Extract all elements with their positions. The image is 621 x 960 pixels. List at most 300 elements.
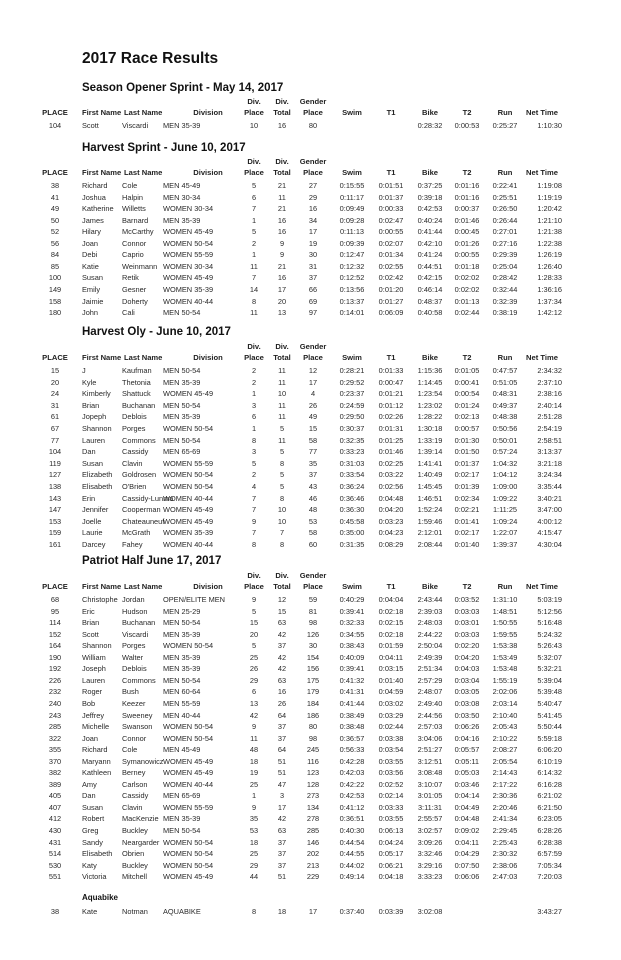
t2-cell: 0:01:18 [454,261,480,271]
t1-cell: 0:03:02 [378,698,404,708]
place-cell: 389 [48,779,62,789]
run-cell: 1:55:19 [492,675,518,685]
gender-place-cell: 156 [306,664,320,674]
swim-cell: 0:15:55 [339,181,365,190]
net-time-cell: 5:41:45 [537,710,562,720]
div-total-cell: 11 [278,412,286,422]
bike-cell: 3:11:31 [417,802,443,812]
place-cell: 52 [50,227,60,237]
net-time-cell: 6:57:59 [537,849,562,859]
t2-cell: 0:03:03 [454,629,480,639]
run-cell: 0:32:39 [492,296,518,306]
div-total-cell: 10 [277,505,287,515]
bike-cell: 2:49:40 [417,698,443,708]
bike-cell: 1:33:19 [417,435,443,445]
run-cell: 1:11:25 [492,505,518,515]
t1-cell: 0:08:29 [378,540,404,549]
bike-cell: 1:40:49 [417,470,443,480]
t1-header: T1 [386,582,396,591]
t2-header: T2 [462,353,472,362]
first-name-cell: William [82,652,106,662]
net-time-cell: 1:28:33 [537,273,562,283]
first-name-header: First Name [82,353,122,362]
t2-cell: 0:04:48 [454,814,480,824]
bike-cell: 0:48:37 [417,296,443,306]
t2-cell: 0:01:37 [454,458,480,468]
div-place-cell: 3 [251,447,257,457]
div-place-header-line1: Div. [247,97,261,106]
bike-cell: 1:23:02 [417,400,443,410]
last-name-cell: Cooperman [122,505,161,515]
t1-cell: 0:03:15 [378,664,404,674]
swim-cell: 0:14:01 [339,308,365,318]
bike-cell: 3:02:08 [417,907,443,916]
net-time-cell: 6:28:38 [537,837,562,847]
division-cell: MEN 45-49 [163,745,201,755]
t2-cell: 0:00:54 [454,389,480,399]
division-cell: MEN 55-59 [163,698,201,708]
t1-cell: 0:02:55 [378,261,404,271]
swim-cell: 0:09:49 [339,204,365,214]
last-name-header: Last Name [124,108,163,117]
first-name-cell: Robert [82,814,105,824]
div-total-cell: 42 [277,629,287,639]
last-name-cell: Mitchell [122,872,148,882]
place-cell: 49 [50,204,60,214]
last-name-cell: Keezer [122,698,146,708]
net-time-cell: 5:26:43 [537,641,562,651]
t1-cell: 0:03:38 [378,733,404,743]
division-cell: MEN 60-64 [163,687,201,697]
net-time-cell: 1:19:19 [537,192,562,202]
bike-cell: 3:10:07 [417,779,443,789]
net-time-cell: 1:10:30 [537,121,562,130]
t2-cell: 0:03:04 [454,675,480,685]
division-cell: WOMEN 45-49 [163,756,214,766]
bike-cell: 0:42:10 [417,238,443,248]
division-cell: WOMEN 50-54 [163,733,214,743]
first-name-cell: Joan [82,733,99,743]
division-cell: MEN 50-54 [163,366,201,375]
net-time-cell: 3:13:37 [537,447,562,457]
div-place-cell: 1 [251,250,257,260]
place-cell: 61 [50,412,60,422]
division-cell: WOMEN 50-54 [163,641,214,651]
swim-cell: 0:13:37 [339,296,365,306]
table-row [0,791,621,803]
table-row [0,641,621,653]
first-name-cell: Richard [82,745,108,755]
gender-place-header-line1: Gender [299,157,327,166]
division-cell: MEN 35-39 [163,814,201,824]
gender-place-cell: 27 [308,181,318,190]
swim-cell: 0:41:32 [339,675,365,685]
bike-cell: 3:04:06 [417,733,443,743]
place-cell: 127 [48,470,62,480]
t1-cell: 0:03:29 [378,710,404,720]
division-cell: WOMEN 30-34 [163,204,214,214]
table-row [0,250,621,262]
gender-place-cell: 154 [306,652,320,662]
place-cell: 104 [48,447,62,457]
swim-cell: 0:40:09 [339,652,365,662]
t1-cell: 0:01:33 [378,366,404,375]
div-total-cell: 8 [279,493,285,503]
div-total-cell: 15 [277,606,287,616]
div-place-cell: 29 [249,860,259,870]
gender-place-cell: 126 [306,629,320,639]
gender-place-header: Place [303,353,323,362]
t1-cell: 0:01:37 [378,192,404,202]
place-cell: 143 [48,493,62,503]
div-place-cell: 7 [251,493,257,503]
place-cell: 84 [50,250,60,260]
div-place-cell: 29 [249,675,259,685]
bike-cell: 3:32:46 [417,849,443,859]
net-time-cell: 5:32:21 [537,664,562,674]
run-cell: 0:32:44 [492,284,518,294]
division-cell: MEN 50-54 [163,400,201,410]
swim-cell: 0:44:55 [339,849,365,859]
div-total-cell: 37 [277,733,287,743]
place-cell: 430 [48,826,62,835]
gender-place-cell: 31 [308,261,318,271]
t2-cell: 0:01:13 [454,296,480,306]
bike-cell: 0:37:25 [417,181,443,190]
t2-cell: 0:01:26 [454,238,480,248]
table-row [0,540,621,552]
div-place-cell: 15 [249,618,259,628]
division-cell: MEN 50-54 [163,435,201,445]
t2-cell: 0:01:16 [454,181,480,190]
first-name-cell: Elisabeth [82,849,113,859]
gender-place-cell: 30 [308,250,318,260]
last-name-cell: Clavin [122,802,143,812]
table-row [0,734,621,746]
net-time-header: Net Time [526,108,558,117]
table-row [0,768,621,780]
t1-cell: 0:02:14 [378,791,404,801]
t2-cell: 0:01:50 [454,447,480,457]
t2-cell: 0:02:21 [454,505,480,515]
first-name-header: First Name [82,108,122,117]
bike-cell: 2:44:22 [417,629,443,639]
swim-cell: 0:09:28 [339,215,365,225]
div-total-cell: 51 [277,756,287,766]
t2-cell: 0:01:16 [454,192,480,202]
t2-cell: 0:04:16 [454,733,480,743]
t1-cell: 0:01:27 [378,296,404,306]
swim-cell: 0:44:54 [339,837,365,847]
div-place-cell: 6 [251,687,257,697]
first-name-cell: Scott [82,121,99,130]
div-place-cell: 10 [249,121,259,130]
div-place-cell: 5 [251,458,257,468]
div-place-cell: 6 [251,192,257,202]
table-row [0,239,621,251]
swim-cell: 0:38:48 [339,722,365,732]
last-name-cell: Barnard [122,215,149,225]
div-total-cell: 17 [277,284,287,294]
last-name-cell: Neargarder [122,837,160,847]
div-total-cell: 37 [277,849,287,859]
div-total-cell: 20 [277,296,287,306]
t2-cell: 0:03:08 [454,698,480,708]
last-name-cell: Willetts [122,204,146,214]
last-name-cell: Sweeney [122,710,153,720]
gender-place-cell: 17 [308,227,318,237]
div-place-cell: 9 [251,802,257,812]
gender-place-header: Place [303,168,323,177]
bike-header: Bike [421,582,439,591]
bike-cell: 1:14:45 [417,377,443,387]
t1-cell: 0:02:44 [378,722,404,732]
table-row [0,780,621,792]
division-cell: WOMEN 55-59 [163,250,214,260]
t2-cell: 0:03:52 [454,595,480,604]
last-name-cell: Kaufman [122,366,152,375]
t1-cell: 0:02:47 [378,215,404,225]
bike-cell: 2:43:44 [417,595,443,604]
div-total-cell: 26 [277,698,287,708]
net-time-cell: 1:22:38 [537,238,562,248]
bike-cell: 3:08:48 [417,768,443,778]
place-cell: 285 [48,722,62,732]
div-place-cell: 26 [249,664,259,674]
t2-cell: 0:01:39 [454,482,480,491]
run-cell: 0:57:24 [492,447,518,457]
last-name-cell: Buckley [122,826,148,835]
first-name-cell: Brian [82,618,100,628]
column-header [0,97,621,121]
gender-place-cell: 35 [308,458,318,468]
div-total-cell: 11 [278,400,286,410]
division-cell: WOMEN 45-49 [163,389,214,399]
division-cell: MEN 65-69 [163,791,201,801]
t2-cell: 0:01:41 [454,516,480,526]
gender-place-header-line1: Gender [299,97,327,106]
net-time-cell: 6:16:28 [537,779,562,789]
first-name-header: First Name [82,582,122,591]
gender-place-cell: 69 [308,296,318,306]
t1-cell: 0:06:21 [378,860,404,870]
place-cell: 147 [48,505,62,515]
swim-cell: 0:12:47 [339,250,365,260]
place-cell: 56 [50,238,60,248]
swim-cell: 0:36:57 [339,733,365,743]
net-time-cell: 2:38:16 [537,389,562,399]
div-place-cell: 1 [251,424,257,433]
division-cell: MEN 50-54 [163,826,201,835]
place-cell: 153 [48,516,62,526]
last-name-cell: Porges [122,424,146,433]
last-name-cell: Deblois [122,664,147,674]
run-cell: 0:50:01 [492,435,518,445]
div-place-cell: 11 [250,261,258,271]
division-cell: MEN 50-54 [163,675,201,685]
place-cell: 192 [48,664,62,674]
division-cell: MEN 45-49 [163,181,201,190]
last-name-cell: Cole [122,181,138,190]
table-row [0,378,621,390]
run-cell: 1:09:00 [492,482,518,491]
last-name-cell: McCarthy [122,227,154,237]
table-row [0,595,621,607]
run-cell: 0:25:51 [492,192,518,202]
t2-cell: 0:03:05 [454,687,480,697]
t1-cell: 0:01:40 [378,675,404,685]
gender-place-cell: 37 [308,470,318,480]
net-time-cell: 2:54:19 [537,424,562,433]
gender-place-cell: 53 [308,516,318,526]
table-row [0,618,621,630]
division-cell: WOMEN 45-49 [163,227,214,237]
table-row [0,722,621,734]
table-row [0,664,621,676]
gender-place-cell: 98 [308,618,318,628]
div-total-cell: 37 [277,722,287,732]
gender-place-cell: 202 [306,849,320,859]
div-place-cell: 5 [251,227,257,237]
gender-place-cell: 49 [308,412,318,422]
run-cell: 0:25:04 [492,261,518,271]
division-cell: WOMEN 40-44 [163,779,214,789]
gender-place-cell: 48 [308,505,318,515]
t2-cell: 0:02:20 [454,641,480,651]
place-cell: 159 [48,528,62,538]
bike-cell: 3:02:57 [417,826,443,835]
place-cell: 24 [50,389,60,399]
net-time-cell: 6:23:05 [537,814,562,824]
gender-place-cell: 97 [308,308,318,318]
race-title: Season Opener Sprint - May 14, 2017 [82,82,284,94]
t2-cell: 0:07:50 [454,860,480,870]
last-name-cell: Clavin [122,458,143,468]
div-place-cell: 1 [251,791,257,801]
swim-cell: 0:35:00 [339,528,365,538]
place-cell: 240 [48,698,62,708]
gender-place-cell: 80 [308,722,318,732]
gender-place-cell: 98 [308,733,318,743]
bike-cell: 2:49:39 [417,652,443,662]
table-row [0,424,621,436]
division-cell: WOMEN 50-54 [163,837,214,847]
t2-cell: 0:03:46 [454,779,480,789]
div-total-cell: 42 [277,814,287,824]
division-cell: MEN 50-54 [163,618,201,628]
run-cell: 2:10:22 [492,733,518,743]
t1-cell: 0:04:24 [378,837,404,847]
swim-cell: 0:36:24 [339,482,365,491]
run-cell: 2:30:32 [492,849,518,859]
t2-cell: 0:05:11 [454,756,480,766]
div-place-header-line1: Div. [247,342,261,351]
run-cell: 2:05:43 [492,722,518,732]
division-cell: OPEN/ELITE MEN [163,595,226,604]
run-cell: 2:14:43 [492,768,518,778]
run-cell: 1:50:55 [492,618,518,628]
div-total-cell: 21 [277,181,287,190]
gender-place-cell: 66 [308,284,318,294]
div-place-cell: 7 [251,505,257,515]
div-place-cell: 6 [251,412,257,422]
first-name-cell: Kimberly [82,389,111,399]
first-name-cell: Jeffrey [82,710,105,720]
bike-cell: 1:41:41 [417,458,443,468]
run-cell: 1:09:22 [492,493,518,503]
div-total-header: Total [273,108,291,117]
bike-cell: 0:40:58 [417,308,443,318]
div-place-cell: 8 [251,540,257,549]
t2-cell: 0:00:45 [454,227,480,237]
div-total-cell: 16 [277,121,287,130]
place-cell: 152 [48,629,62,639]
t1-cell: 0:03:54 [378,745,404,755]
t2-cell: 0:04:20 [454,652,480,662]
swim-cell: 0:31:03 [339,458,365,468]
last-name-cell: Viscardi [122,121,149,130]
net-time-cell: 1:37:34 [537,296,562,306]
gender-place-cell: 278 [306,814,320,824]
division-cell: MEN 25-29 [163,606,201,616]
place-cell: 77 [50,435,60,445]
run-cell: 2:29:45 [492,826,518,835]
table-row [0,285,621,297]
swim-cell: 0:41:44 [339,698,365,708]
div-place-cell: 7 [251,273,257,283]
div-place-cell: 9 [251,722,257,732]
gender-place-cell: 58 [308,528,318,538]
div-total-cell: 10 [277,389,287,399]
bike-header: Bike [421,353,439,362]
t1-cell: 0:06:09 [378,308,404,318]
first-name-cell: Lauren [82,435,106,445]
t2-cell: 0:01:46 [454,215,480,225]
div-total-cell: 8 [279,458,285,468]
first-name-cell: Joseph [82,664,106,674]
div-place-header-line1: Div. [247,157,261,166]
div-place-cell: 8 [251,296,257,306]
place-cell: 138 [48,482,62,491]
t1-cell: 0:03:22 [378,470,404,480]
t2-cell: 0:02:02 [454,284,480,294]
last-name-cell: Notman [122,907,148,916]
gender-place-cell: 17 [308,377,318,387]
table-row [0,412,621,424]
run-cell: 2:17:22 [492,779,518,789]
bike-cell: 0:42:15 [417,273,443,283]
table-row [0,676,621,688]
division-cell: WOMEN 55-59 [163,458,214,468]
first-name-cell: Elizabeth [82,470,113,480]
gender-place-header-line1: Gender [299,342,327,351]
div-total-cell: 63 [277,675,287,685]
run-cell: 1:53:48 [492,664,518,674]
bike-cell: 2:55:57 [417,814,443,824]
table-row [0,528,621,540]
division-cell: MEN 35-39 [163,377,201,387]
net-time-cell: 3:35:44 [537,482,562,491]
div-place-cell: 25 [249,849,259,859]
div-place-cell: 2 [251,238,257,248]
run-cell: 0:25:27 [492,121,518,130]
division-cell: WOMEN 45-49 [163,516,214,526]
gender-place-cell: 59 [308,595,318,604]
division-cell: MEN 40-44 [163,710,201,720]
run-cell: 0:48:31 [492,389,518,399]
last-name-cell: Viscardi [122,629,149,639]
div-total-cell: 5 [279,424,285,433]
